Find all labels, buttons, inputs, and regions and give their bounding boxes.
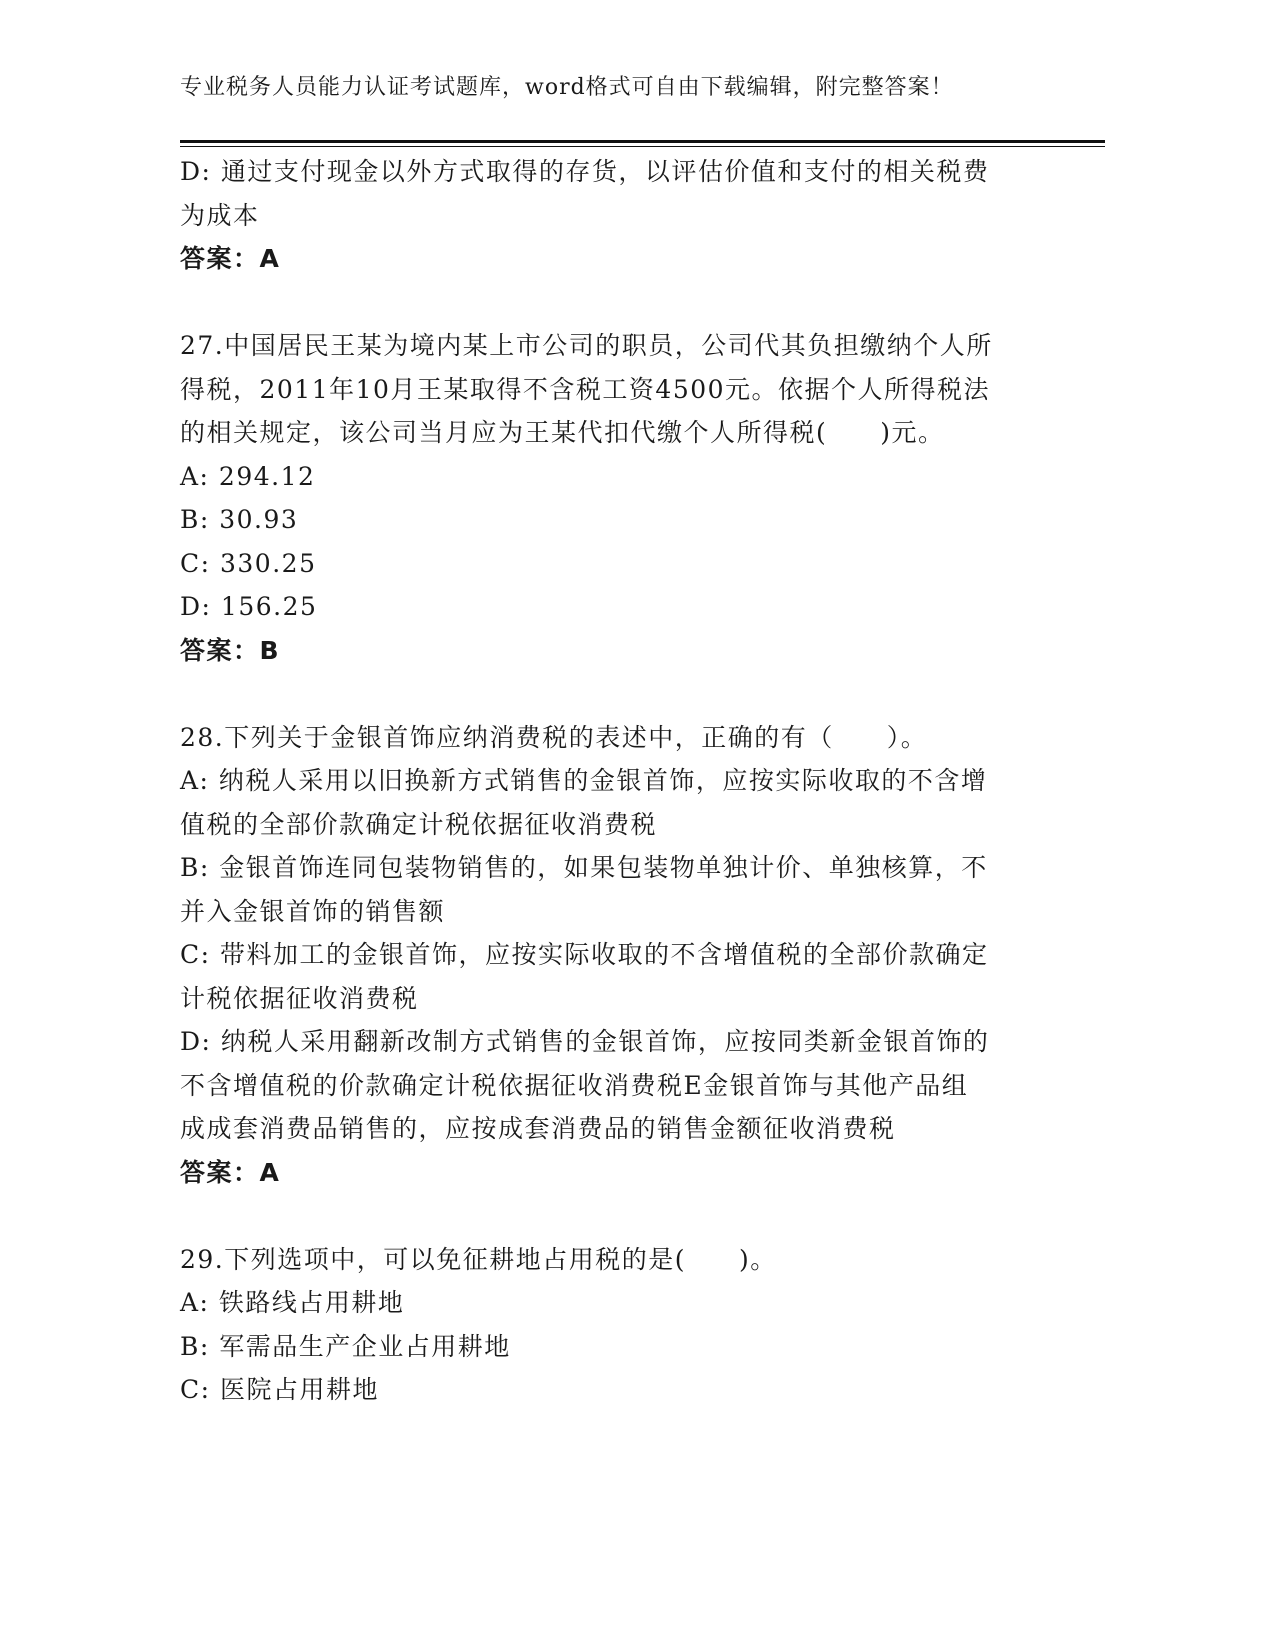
option-d: D: 156.25: [180, 592, 318, 621]
option-a: A: 294.12: [180, 461, 316, 491]
option-d-line: 为成本: [180, 200, 260, 230]
option-d-line: D: 纳税人采用翻新改制方式销售的金银首饰，应按同类新金银首饰的: [180, 1027, 990, 1056]
option-a-line: A: 纳税人采用以旧换新方式销售的金银首饰，应按实际收取的不含增: [180, 766, 988, 795]
option-b: B: 军需品生产企业占用耕地: [180, 1331, 511, 1361]
answer-line: 答案：B: [180, 635, 281, 665]
option-a: A: 铁路线占用耕地: [180, 1288, 405, 1317]
question-29: [180, 1238, 1030, 1412]
spacer: [180, 281, 1030, 325]
question-stem-line: 27.中国居民王某为境内某上市公司的职员，公司代其负担缴纳个人所: [180, 331, 993, 360]
header-rule-thick: [180, 140, 1105, 143]
option-a-line: 值税的全部价款确定计税依据征收消费税: [180, 809, 658, 839]
option-b-line: 并入金银首饰的销售额: [180, 896, 446, 926]
option-d-line: 不含增值税的价款确定计税依据征收消费税E金银首饰与其他产品组: [180, 1070, 969, 1100]
option-c: C: 医院占用耕地: [180, 1375, 379, 1404]
question-stem-line: 得税，2011年10月王某取得不含税工资4500元。依据个人所得税法: [180, 374, 991, 404]
question-stem-line: 的相关规定，该公司当月应为王某代扣代缴个人所得税( )元。: [180, 418, 945, 447]
answer-line: 答案：A: [180, 1157, 281, 1187]
option-b-line: B: 金银首饰连同包装物销售的，如果包装物单独计价、单独核算，不: [180, 853, 988, 882]
header-rule-thin: [180, 146, 1105, 147]
question-stem-line: 28.下列关于金银首饰应纳消费税的表述中，正确的有（ ）。: [180, 722, 928, 752]
question-stem-line: 29.下列选项中，可以免征耕地占用税的是( )。: [180, 1244, 777, 1274]
answer-line: 答案：A: [180, 244, 281, 273]
option-c: C: 330.25: [180, 548, 317, 578]
option-c-line: C: 带料加工的金银首饰，应按实际收取的不含增值税的全部价款确定: [180, 940, 989, 969]
question-28: [180, 716, 1030, 1195]
question-content: [180, 150, 1030, 1412]
option-d-line: 成成套消费品销售的，应按成套消费品的销售金额征收消费税: [180, 1114, 896, 1143]
page-header: 专业税务人员能力认证考试题库，word格式可自由下载编辑，附完整答案！: [180, 75, 954, 100]
option-d-line: D: 通过支付现金以外方式取得的存货，以评估价值和支付的相关税费: [180, 157, 990, 186]
option-c-line: 计税依据征收消费税: [180, 983, 419, 1013]
option-b: B: 30.93: [180, 505, 299, 534]
question-27: [180, 324, 1030, 672]
spacer: [180, 1194, 1030, 1238]
spacer: [180, 672, 1030, 716]
prev-question-block: [180, 150, 1030, 281]
